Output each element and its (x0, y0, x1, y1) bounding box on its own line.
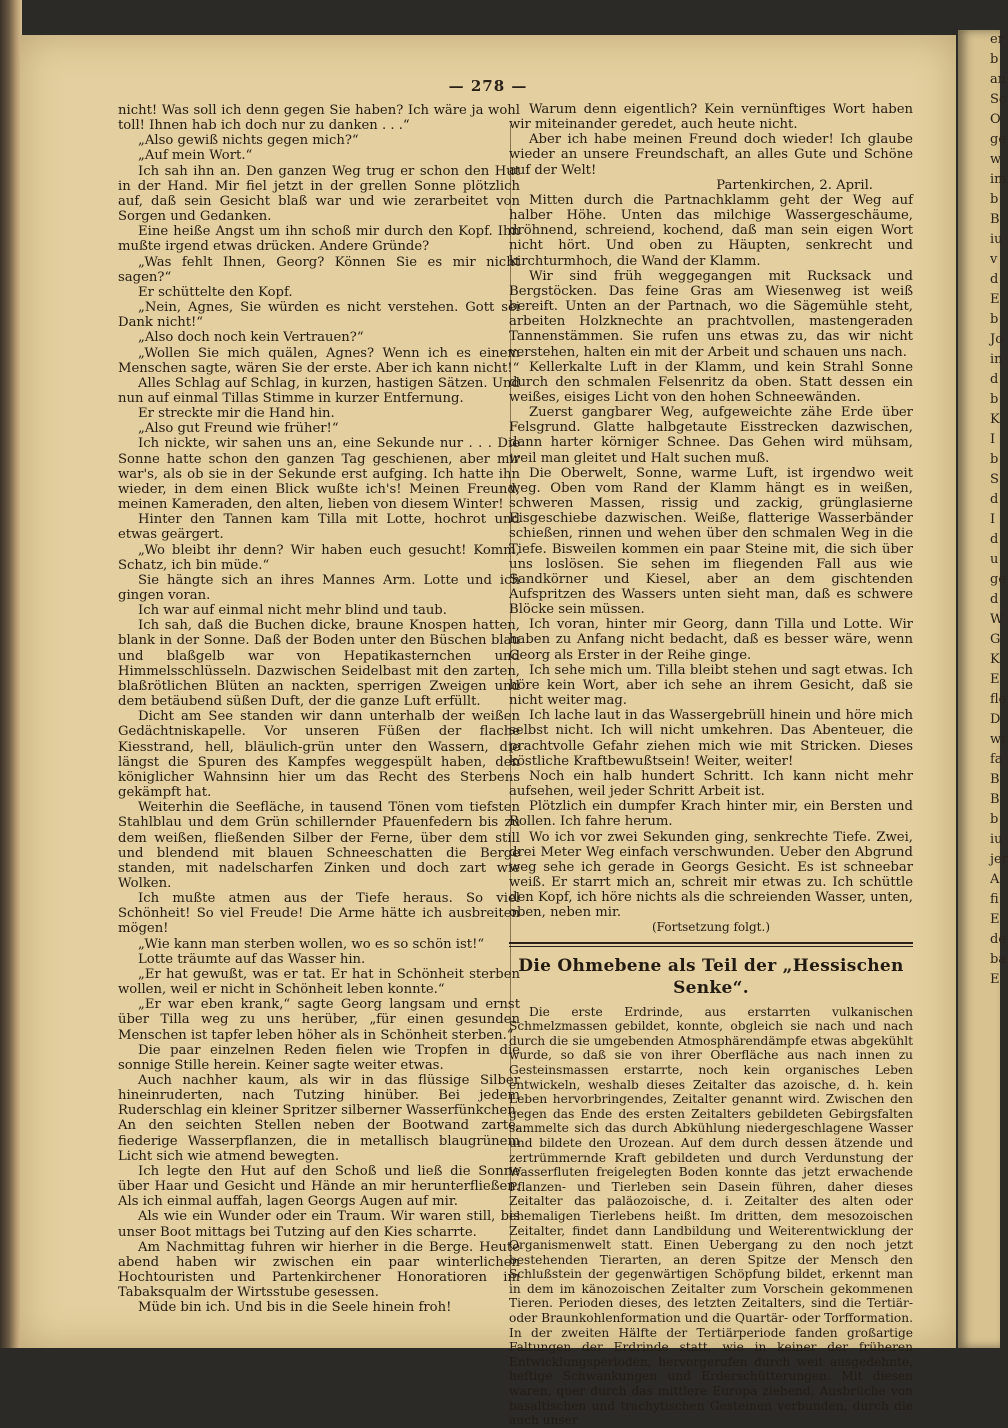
story-paragraph: Er streckte mir die Hand hin. (138, 406, 335, 422)
story-paragraph: Aber ich habe meinen Freund doch wieder! Ich glaube wieder an unsere Freundschaft, an alles Gute und Schöne auf der Welt! (509, 132, 913, 178)
facing-page-text-fragment: w (990, 152, 1002, 167)
story-paragraph: Auch nachher kaum, als wir in das flüssige Silber hineinruderten, nach Tutzing hinüber. Bei jedem Ruderschlag ein kleiner Spritzer silberner Wasserfünkchen. An den seichten Stellen neben der Bootwand zarte, fiederige Wasserpflanzen, die in metallisch blaugrünem Licht sich wie atmend bewegten. (118, 1073, 520, 1164)
story-paragraph: Die paar einzelnen Reden fielen wie Tropfen in die sonnige Stille herein. Keiner sagte weiter etwas. (118, 1042, 520, 1073)
facing-page-text-fragment: K (990, 652, 1000, 667)
facing-page-text-fragment: B (990, 772, 1000, 787)
story-paragraph: Ich mußte atmen aus der Tiefe heraus. So viel Schönheit! So viel Freude! Die Arme hätte ich ausbreiten mögen! (118, 891, 520, 937)
story-column-right (509, 102, 913, 1428)
story-paragraph: Sie hängte sich an ihres Mannes Arm. Lotte und ich gingen voran. (118, 572, 520, 603)
facing-page-text-fragment: fi (990, 892, 999, 907)
facing-page-text-fragment: in (990, 352, 1003, 367)
facing-page-text-fragment: im (990, 172, 1007, 187)
facing-page-text-fragment: B (990, 792, 1000, 807)
facing-page-text-fragment: ge (990, 132, 1007, 147)
story-paragraph: „Wo bleibt ihr denn? Wir haben euch gesucht! Komm, Schatz, ich bin müde.“ (118, 542, 520, 573)
facing-page-text-fragment: E (990, 672, 1000, 687)
story-paragraph: Mitten durch die Partnachklamm geht der Weg auf halber Höhe. Unten das milchige Wassergeschäume, dröhnend, schreiend, kochend, daß man sein eigen Wort nicht hört. Und oben zu Häupten, senkrecht und kirchturmhoch, die Wand der Klamm. (509, 192, 913, 269)
facing-page-text-fragment: b (990, 812, 999, 827)
facing-page-text-fragment: E (990, 912, 1000, 927)
facing-page-text-fragment: B (990, 212, 1000, 227)
story-paragraph: Alles Schlag auf Schlag, in kurzen, hastigen Sätzen. Und nun auf einmal Tillas Stimme in kurzer Entfernung. (118, 375, 520, 406)
story-paragraph: Am Nachmittag fuhren wir hierher in die Berge. Heute abend haben wir zwischen ein paar winterlichen Hochtouristen und Partenkirchener Honoratioren im Tabaksqualm der Wirtsstube gesessen. (118, 1239, 520, 1301)
story-paragraph: Ich sah ihn an. Den ganzen Weg trug er schon den Hut in der Hand. Mir fiel jetzt in der grellen Sonne plötzlich auf, daß sein Gesicht blaß war und wie zerarbeitet von Sorgen und Gedanken. (118, 163, 520, 225)
facing-page-text-fragment: fa (990, 752, 1003, 767)
facing-page-text-fragment: ge (990, 572, 1007, 587)
facing-page-text-fragment: de (990, 932, 1007, 947)
story-paragraph: Ich legte den Hut auf den Schoß und ließ die Sonne über Haar und Gesicht und Hände an mir herunterfließen. Als ich einmal auffah, lagen Georgs Augen auf mir. (118, 1163, 520, 1210)
story-paragraph: Kellerkalte Luft in der Klamm, und kein Strahl Sonne durch den schmalen Felsenritz da oben. Statt dessen ein weißes, eisiges Licht von den hohen Schneewänden. (509, 359, 913, 405)
story-paragraph: Als wie ein Wunder oder ein Traum. Wir waren still, bis unser Boot mittags bei Tutzing auf den Kies scharrte. (118, 1209, 520, 1240)
story-paragraph: „Was fehlt Ihnen, Georg? Können Sie es mir nicht sagen?“ (118, 254, 520, 285)
facing-page-text-fragment: iu (990, 232, 1003, 247)
story-paragraph: Lotte träumte auf das Wasser hin. (138, 951, 366, 967)
facing-page-text-fragment: b (990, 452, 999, 467)
story-paragraph: Ich sah, daß die Buchen dicke, braune Knospen hatten, blank in der Sonne. Daß der Boden unter den Büschen blau und blaßgelb war von Hepatikasternchen und Himmelsschlüsseln. Dazwischen Seidelbast mit den zarten, blaßrötlichen Blüten an nackten, sperrigen Zweigen und dem betäubend süßen Duft, der die ganze Luft erfüllt. (118, 618, 520, 710)
book-binding-edge (0, 0, 22, 1348)
story-paragraph: Er schüttelte den Kopf. (138, 284, 293, 300)
facing-page-text-fragment: I (990, 432, 996, 447)
story-paragraph: Plötzlich ein dumpfer Krach hinter mir, ein Bersten und Rollen. Ich fahre herum. (509, 799, 913, 830)
facing-page-text-fragment: d (990, 492, 999, 507)
facing-page-edge (958, 30, 1008, 1348)
facing-page-text-fragment: an (990, 72, 1007, 87)
page-number: — 278 — (448, 77, 528, 95)
story-paragraph: „Wollen Sie mich quälen, Agnes? Wenn ich es einem Menschen sagte, wären Sie der erste. Aber ich kann nicht!“ (118, 345, 520, 376)
story-paragraph: nicht! Was soll ich denn gegen Sie haben? Ich wäre ja wohl toll! Ihnen hab ich doch nur zu danken . . .“ (118, 103, 520, 134)
story-paragraph: „Wie kann man sterben wollen, wo es so schön ist!“ (138, 936, 485, 952)
story-paragraph: „Auf mein Wort.“ (138, 148, 253, 164)
story-paragraph: „Also doch noch kein Vertrauen?“ (138, 330, 364, 346)
story-paragraph: Hinter den Tannen kam Tilla mit Lotte, hochrot und etwas geärgert. (118, 512, 520, 543)
story-continuation (509, 102, 913, 178)
story-partnachklamm (509, 193, 913, 921)
facing-page-text-fragment: b (990, 312, 999, 327)
facing-page-text-fragment: wi (990, 732, 1006, 747)
facing-page-text-fragment: S (990, 472, 999, 487)
section-rule-thin (509, 946, 913, 947)
section-rule (509, 942, 913, 944)
story-paragraph: Ich nickte, wir sahen uns an, eine Sekunde nur . . . Die Sonne hatte schon den ganzen Tag geschienen, aber mir war's, als ob sie in der Sekunde erst aufging. Ich hatte ihn wieder, in dem einen Blick wußte ich's! Meinen Freund, meinen Kameraden, den alten, lieben von diesem Winter! (118, 436, 520, 513)
story-paragraph: Ich voran, hinter mir Georg, dann Tilla und Lotte. Wir haben zu Anfang nicht bedacht, daß es besser wäre, wenn Georg als Erster in der Reihe ginge. (509, 617, 913, 663)
story-paragraph: Ich lache laut in das Wassergebrüll hinein und höre mich selbst nicht. Ich will nicht umkehren. Das Abenteuer, die prachtvolle Gefahr ziehen mich wie mit Stricken. Dieses köstliche Kraftbewußtsein! Weiter, weiter! (509, 708, 913, 769)
facing-page-text-fragment: ba (990, 952, 1007, 967)
facing-page-text-fragment: fle (990, 692, 1007, 707)
dateline: Partenkirchen, 2. April. (716, 177, 873, 193)
facing-page-text-fragment: b (990, 52, 999, 67)
story-paragraph: Noch ein halb hundert Schritt. Ich kann nicht mehr aufsehen, weil jeder Schritt Arbeit ist. (509, 768, 913, 800)
story-paragraph: „Er hat gewußt, was er tat. Er hat in Schönheit sterben wollen, weil er nicht in Schönheit leben konnte.“ (118, 966, 520, 998)
story-paragraph: Wo ich vor zwei Sekunden ging, senkrechte Tiefe. Zwei, drei Meter Weg einfach verschwunden. Ueber den Abgrund weg sehe ich gerade in Georgs Gesicht. Es ist schneebar weiß. Er starrt mich an, schreit mir etwas zu. Ich schüttle den Kopf, ich höre nichts als die schreienden Wasser, unten, oben, neben mir. (509, 829, 913, 921)
facing-page-text-fragment: A (990, 872, 1000, 887)
facing-page-text-fragment: d (990, 592, 999, 607)
facing-page-text-fragment: I (990, 512, 996, 527)
facing-page-text-fragment: Sc (990, 92, 1007, 107)
story-paragraph: Weiterhin die Seefläche, in tausend Tönen vom tiefsten Stahlblau und dem Grün schillernder Pfauenfedern bis zu dem weißen, fließenden Silber der Ferne, über dem still und blendend mit blauen Schneeschatten die Berge standen, mit nadelscharfen Zinken und doch zart wie Wolken. (118, 800, 520, 891)
facing-page-text-fragment: K (990, 412, 1000, 427)
newspaper-page (20, 35, 956, 1428)
story-paragraph: Zuerst gangbarer Weg, aufgeweichte zähe Erde über Felsgrund. Glatte halbgetaute Eisstrecken dazwischen, dann harter körniger Schnee. Das Gehen wird mühsam, weil man gleitet und Halt suchen muß. (509, 405, 913, 466)
facing-page-text-fragment: G (990, 632, 1001, 647)
to-be-continued: (Fortsetzung folgt.) (652, 920, 770, 935)
facing-page-text-fragment: iu (990, 832, 1003, 847)
facing-page-text-fragment: E (990, 292, 1000, 307)
facing-page-text-fragment: u (990, 552, 999, 567)
story-paragraph: Müde bin ich. Und bis in die Seele hinein froh! (138, 1300, 452, 1316)
story-paragraph: „Also gewiß nichts gegen mich?“ (138, 133, 359, 149)
story-paragraph: Eine heiße Angst um ihn schoß mir durch den Kopf. Ihn mußte irgend etwas drücken. Andere Gründe? (118, 224, 520, 255)
story-column-left (118, 103, 520, 1316)
story-paragraph: „Also gut Freund wie früher!“ (138, 421, 339, 437)
story-paragraph: Ich war auf einmal nicht mehr blind und taub. (138, 603, 447, 619)
facing-page-text-fragment: b (990, 392, 999, 407)
story-paragraph: „Nein, Agnes, Sie würden es nicht verstehen. Gott sei Dank nicht!“ (118, 300, 520, 331)
facing-page-text-fragment: jer (990, 852, 1008, 867)
story-paragraph: „Er war eben krank,“ sagte Georg langsam und ernst über Tilla weg zu uns herüber, „für einen gesunden Menschen ist tapfer leben höher als in Schönheit sterben.“ (118, 997, 520, 1043)
facing-page-text-fragment: er (990, 32, 1004, 47)
story-paragraph: Warum denn eigentlich? Kein vernünftiges Wort haben wir miteinander geredet, auch heute nicht. (509, 102, 913, 133)
story-paragraph: Wir sind früh weggegangen mit Rucksack und Bergstöcken. Das feine Gras am Wiesenweg ist weiß bereift. Unten an der Partnach, wo die Sägemühle steht, arbeiten Holzknechte an prachtvollen, mastengeraden Tannenstämmen. Sie rufen uns etwas zu, das wir nicht verstehen, halten ein mit der Arbeit und schauen uns nach. (509, 268, 913, 360)
facing-page-text-fragment: D (990, 712, 1001, 727)
story-paragraph: Dicht am See standen wir dann unterhalb der weißen Gedächtniskapelle. Vor unseren Füßen der flache Kiesstrand, hell, bläulich-grün unter den Wassern, die längst die Spuren des Kampfes weggespült haben, den königlicher Wahnsinn hier um das Recht des Sterbens gekämpft hat. (118, 709, 520, 801)
story-paragraph: Ich sehe mich um. Tilla bleibt stehen und sagt etwas. Ich höre kein Wort, aber ich sehe an ihrem Gesicht, daß sie nicht weiter mag. (509, 662, 913, 709)
facing-page-text-fragment: E (990, 972, 1000, 987)
facing-page-text-fragment: v (990, 252, 998, 267)
facing-page-text-fragment: d (990, 272, 999, 287)
facing-page-text-fragment: b (990, 192, 999, 207)
article-headline: Die Ohmebene als Teil der „Hessischen Senke“. (518, 955, 904, 998)
facing-page-text-fragment: W (990, 612, 1004, 627)
facing-page-text-fragment: d (990, 532, 999, 547)
facing-page-text-fragment: Jo (990, 332, 1004, 347)
facing-page-text-fragment: d (990, 372, 999, 387)
article-body: Die erste Erdrinde, aus erstarrten vulkanischen Schmelzmassen gebildet, konnte, obgleich sie nach und nach durch die sie umgebenden Atmosphärendämpfe etwas abgekühlt wurde, so daß sie von ihrer Oberfläche aus nach innen zu Gesteinsmassen erstarrte, noch kein organisches Leben entwickeln, weshalb dieses Zeitalter das azoische, d. h. kein Leben hervorbringendes, Zeitalter genannt wird. Zwischen den gegen das Ende des ersten Zeitalters gebildeten Gebirgsfalten sammelte sich das durch Abkühlung niedergeschlagene Wasser und bildete den Urozean. Auf dem durch dessen ätzende und zertrümmernde Kraft gebildeten und durch Verdunstung der Wasserfluten freigelegten Boden konnte das jetzt erwachende Pflanzen- und Tierleben sein Dasein führen, daher dieses Zeitalter das paläozoische, d. i. Zeitalter des alten oder ehemaligen Tierlebens heißt. Im dritten, dem mesozoischen Zeitalter, findet dann Landbildung und Weiterentwicklung der Organismenwelt statt. Einen Uebergang zu den noch jetzt bestehenden Tierarten, an deren Spitze der Mensch den Schlußstein der gegenwärtigen Schöpfung bildet, erkennt man in dem im känozoischen Zeitalter zum Vorschein gekommenen Tieren. Perioden dieses, des letzten Zeitalters, sind die Tertiär- oder Braunkohlenformation und die Quartär- oder Torfformation. In der zweiten Hälfte der Tertiärperiode fanden großartige Faltungen der Erdrinde statt, wie in keiner der früheren Entwicklungsperioden, hervorgerufen durch weit ausgedehnte, heftige Schwankungen und Erderschütterungen. Mit diesen waren, quer durch das mittlere Europa ziehend, Ausbrüche von basaltischen und trachytischen Gesteinen verbunden, durch die auch unser (509, 1004, 913, 1428)
story-paragraph: Die Oberwelt, Sonne, warme Luft, ist irgendwo weit weg. Oben vom Rand der Klamm hängt es in weißen, schweren Massen, rissig und zackig, grünglasierne Eisgeschiebe dazwischen. Weiße, flatterige Wasserbänder schießen, rinnen und wehen über den schmalen Weg in die Tiefe. Bisweilen kommen ein paar Steine mit, die sich über uns loslösen. Sie sehen im fliegenden Fall aus wie Sandkörner und Kiesel, aber an dem gischtenden Aufspritzen des Wassers unten sieht man, daß es schwere Blöcke sein müssen. (509, 465, 913, 618)
facing-page-text-fragment: O (990, 112, 1001, 127)
